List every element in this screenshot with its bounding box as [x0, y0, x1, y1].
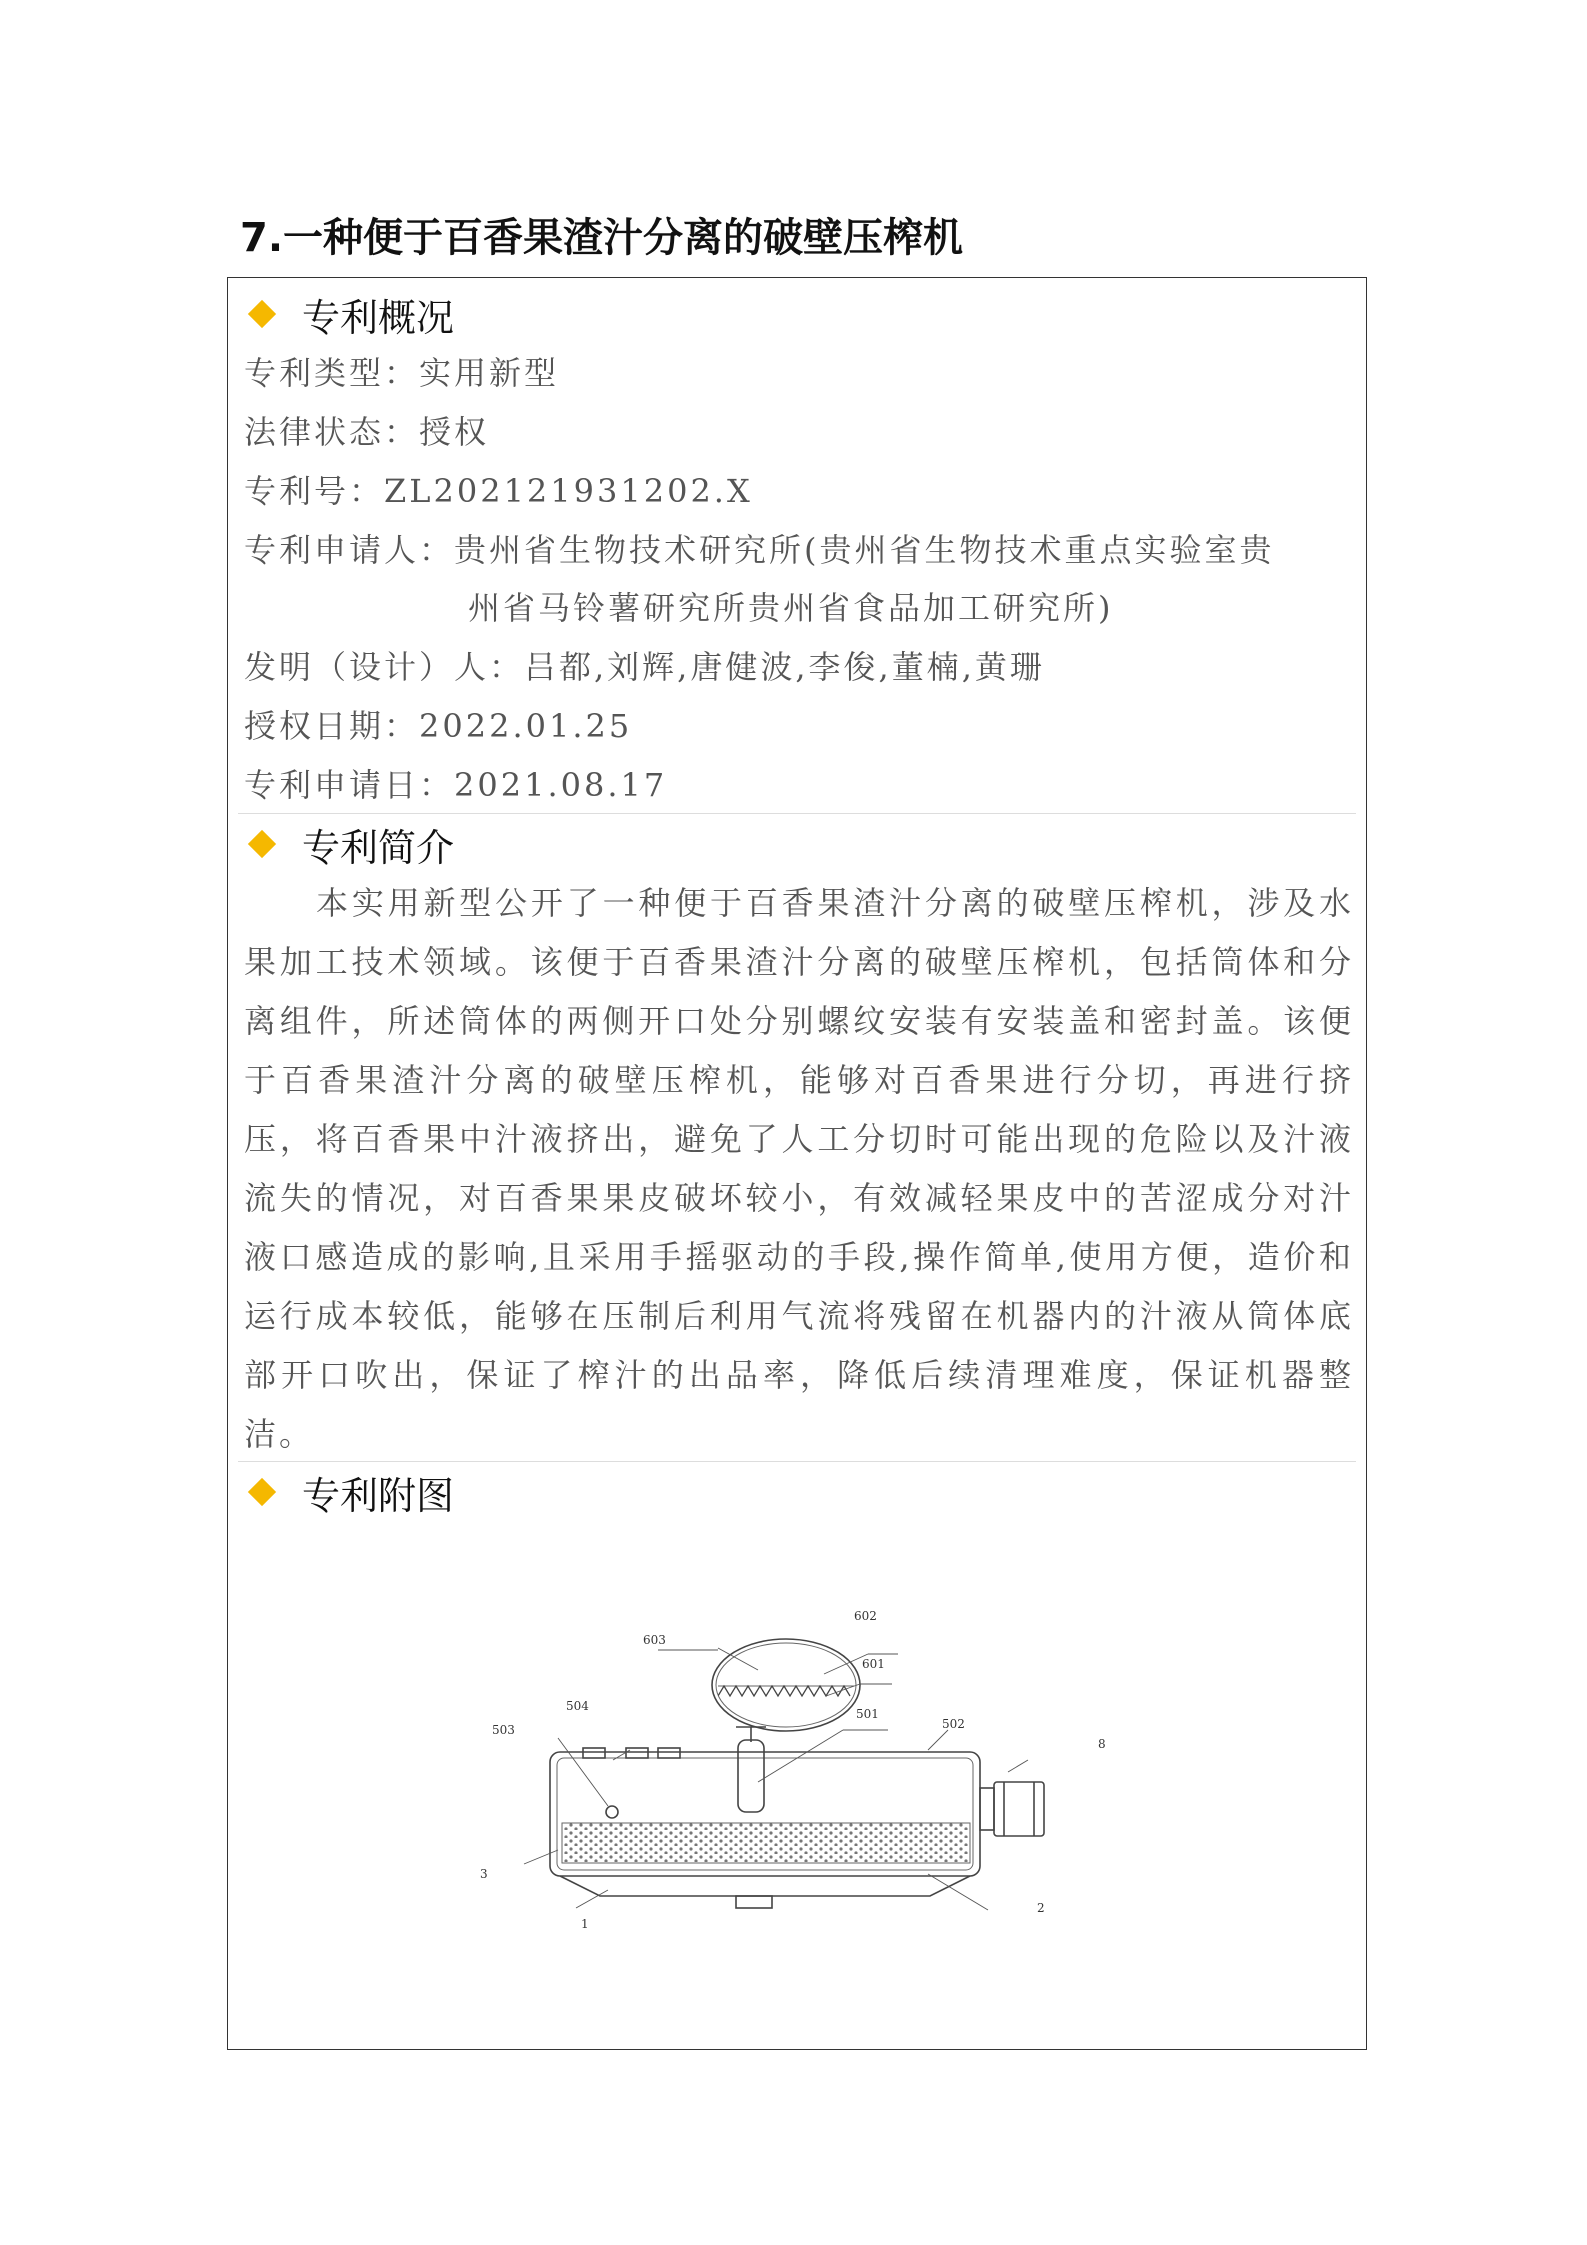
patent-number: 专利号：ZL202121931202.X [244, 472, 753, 510]
label-502: 502 [942, 1717, 965, 1731]
label-2: 2 [1037, 1901, 1045, 1915]
push-rod [738, 1740, 764, 1812]
bottom-funnel [560, 1876, 970, 1896]
summary-heading-text: 专利简介 [302, 825, 455, 870]
legal-status: 法律状态：授权 [244, 413, 490, 451]
label-503: 503 [492, 1723, 515, 1737]
label-603: 603 [643, 1633, 666, 1647]
grant-date: 授权日期：2022.01.25 [244, 707, 633, 745]
label-3: 3 [480, 1867, 488, 1881]
overview-heading-text: 专利概况 [302, 295, 455, 340]
patent-drawing [228, 278, 1365, 2048]
application-date: 专利申请日：2021.08.17 [244, 766, 668, 804]
label-601: 601 [862, 1657, 885, 1671]
summary-text: 本实用新型公开了一种便于百香果渣汁分离的破壁压榨机，涉及水果加工技术领域。该便于百香果渣汁分离的破壁压榨机，包括筒体和分离组件，所述筒体的两侧开口处分别螺纹安装有安装盖和密封盖。该便于百香果渣汁分离的破壁压榨机，能够对百香果进行分切，再进行挤压，将百香果中汁液挤出，避免了人工分切时可能出现的危险以及汁液流失的情况，对百香果果皮破坏较小，有效减轻果皮中的苦涩成分对汁液口感造成的影响,且采用手摇驱动的手段,操作简单,使用方便，造价和运行成本较低，能够在压制后利用气流将残留在机器内的汁液从筒体底部开口吹出，保证了榨汁的出品率，降低后续清理难度，保证机器整洁。 [244, 884, 1354, 1453]
label-1: 1 [581, 1917, 589, 1931]
patent-type: 专利类型：实用新型 [244, 354, 560, 392]
applicant-line2: 州省马铃薯研究所贵州省食品加工研究所) [468, 589, 1114, 627]
page-title: 7.一种便于百香果渣汁分离的破壁压榨机 [240, 215, 964, 261]
label-501: 501 [856, 1707, 879, 1721]
drawing-heading-text: 专利附图 [302, 1473, 455, 1518]
applicant-line1: 专利申请人：贵州省生物技术研究所(贵州省生物技术重点实验室贵 [244, 531, 1275, 569]
oval-chamber [712, 1639, 860, 1731]
patent-card [227, 277, 1367, 2050]
label-602: 602 [854, 1609, 877, 1623]
inventors: 发明（设计）人：吕都,刘辉,唐健波,李俊,董楠,黄珊 [244, 648, 1045, 686]
motor [994, 1782, 1044, 1836]
label-8: 8 [1098, 1737, 1106, 1751]
perforated-plate [562, 1823, 970, 1863]
label-504: 504 [566, 1699, 589, 1713]
